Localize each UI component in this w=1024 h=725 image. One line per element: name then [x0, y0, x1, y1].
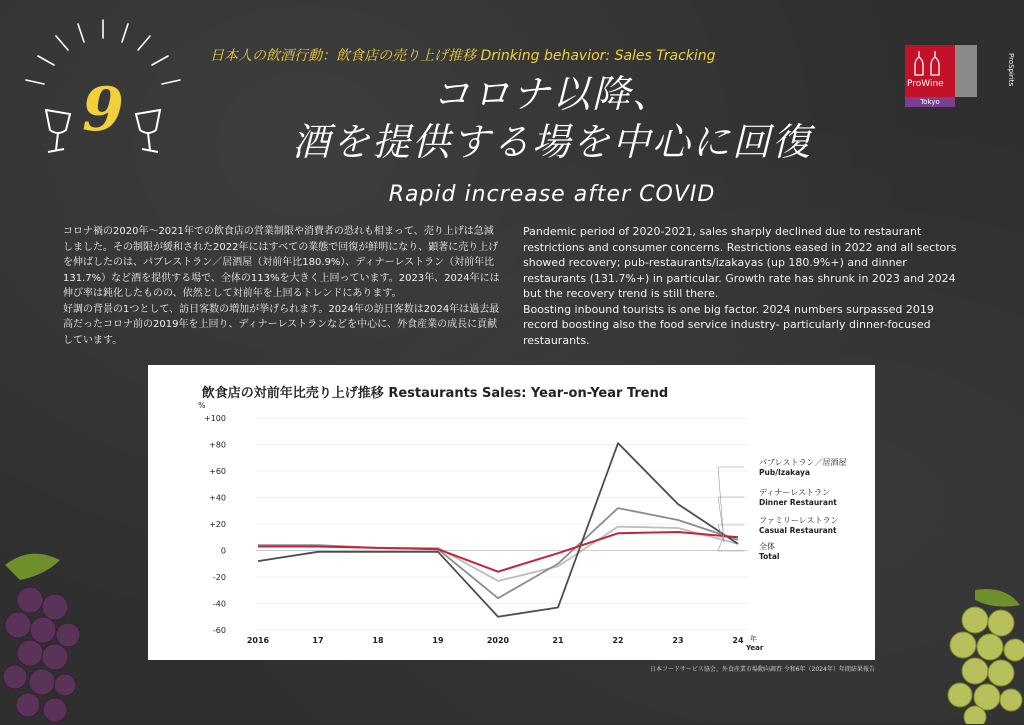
- japanese-description: [63, 224, 501, 348]
- legend-label-jp: 全体: [759, 542, 775, 551]
- x-tick-label: 21: [552, 636, 564, 645]
- logo-city: Tokyo: [905, 97, 955, 107]
- x-axis-label: Year: [746, 644, 764, 652]
- y-axis-unit: %: [198, 401, 206, 410]
- en-paragraph-2: Boosting inbound tourists is one big factor. 2024 numbers surpassed 2019 record boosting also the food service industry- particularly dinner-focused restaurants.: [523, 302, 934, 347]
- x-tick-label: 19: [432, 636, 444, 645]
- page-title: [0, 70, 1024, 166]
- chart-title: 飲食店の対前年比売り上げ推移 Restaurants Sales: Year-on-Year Trend: [201, 386, 669, 401]
- logo-spirits-text: ProSpirits: [1007, 53, 1015, 87]
- title-line-2: 酒を提供する場を中心に回復: [291, 120, 812, 164]
- legend-label-jp: ディナーレストラン: [759, 488, 830, 497]
- jp-paragraph-1: コロナ禍の2020年〜2021年での飲食店の営業制限や消費者の恐れも相まって、売り上げは急減しました。その制限が緩和された2022年にはすべての業態で回復が鮮明になり、顕著に売り上げを伸ばしたのは、パブレストラン／居酒屋（対前年比180.9%）、ディナーレストラン（対前年比131.7%）など酒を提供する場で、全体の113%を大きく上回っています。2023年、2024年には伸び率は鈍化したものの、依然として対前年を上回るトレンドにあります。: [63, 226, 500, 299]
- header-subtitle: 日本人の飲酒行動：飲食店の売り上げ推移 Drinking behavior: Sales Tracking: [210, 48, 716, 64]
- x-tick-label: 23: [672, 636, 684, 645]
- x-tick-label: 18: [372, 636, 384, 645]
- prowine-logo: [905, 45, 1015, 107]
- sales-trend-chart: [148, 365, 875, 660]
- legend-label-en: Total: [759, 552, 780, 561]
- y-tick-label: +60: [209, 467, 226, 476]
- english-description: [523, 224, 963, 348]
- y-tick-label: -20: [212, 573, 226, 582]
- series-line-casual-restaurant: [258, 527, 738, 581]
- jp-paragraph-2: 好調の背景の1つとして、訪日客数の増加が挙げられます。2024年の訪日客数は2024年は過去最高だったコロナ前の2019年を上回り、ディナーレストランなどを中心に、外食産業の成長に貢献しています。: [63, 303, 500, 346]
- data-source: 日本フードサービス協会、外食産業市場動向調査 令和6年（2024年）年間結果報告: [650, 666, 875, 673]
- legend-label-en: Casual Restaurant: [759, 526, 837, 535]
- x-axis-unit-jp: 年: [750, 635, 757, 643]
- x-tick-label: 17: [312, 636, 324, 645]
- y-tick-label: +40: [209, 493, 226, 503]
- series-line-dinner-restaurant: [258, 508, 738, 598]
- y-tick-label: +100: [204, 414, 226, 423]
- x-tick-label: 2020: [486, 636, 510, 645]
- legend-label-jp: パブレストラン／居酒屋: [759, 458, 847, 467]
- prowine-logo-block: [905, 45, 955, 97]
- y-tick-label: -60: [212, 626, 226, 635]
- line-chart-svg: [148, 365, 875, 660]
- prospirits-logo-block: [955, 45, 1015, 97]
- x-tick-label: 22: [612, 636, 624, 645]
- legend-label-en: Pub/Izakaya: [759, 468, 810, 477]
- grapes-right-icon: [935, 585, 1024, 724]
- title-line-1: コロナ以降、: [431, 72, 672, 116]
- x-tick-label: 2016: [246, 636, 270, 645]
- logo-wine-text: ProWine: [907, 79, 944, 89]
- grapes-left-icon: [0, 545, 110, 725]
- y-tick-label: +20: [209, 520, 226, 529]
- en-paragraph-1: Pandemic period of 2020-2021, sales sharply declined due to restaurant restrictions and consumer concerns. Restrictions eased in 2022 and all sectors showed recovery; pub-restaurants/izakayas (up 180.9%+) and dinner restaurants (131.7%+) in particular. Growth rate has shrunk in 2023 and 2024 but the recovery trend is still there.: [523, 225, 957, 300]
- legend-label-jp: ファミリーレストラン: [759, 516, 839, 525]
- legend-leader-line: [718, 467, 744, 542]
- series-line-pub-izakaya: [258, 443, 738, 617]
- english-title: Rapid increase after COVID: [388, 182, 716, 207]
- y-tick-label: -40: [212, 599, 226, 609]
- x-tick-label: 24: [732, 636, 744, 645]
- y-tick-label: 0: [220, 546, 226, 556]
- y-tick-label: +80: [209, 440, 226, 450]
- bottles-icon: [905, 45, 955, 79]
- legend-label-en: Dinner Restaurant: [759, 498, 837, 507]
- badge-number: 9: [82, 75, 124, 145]
